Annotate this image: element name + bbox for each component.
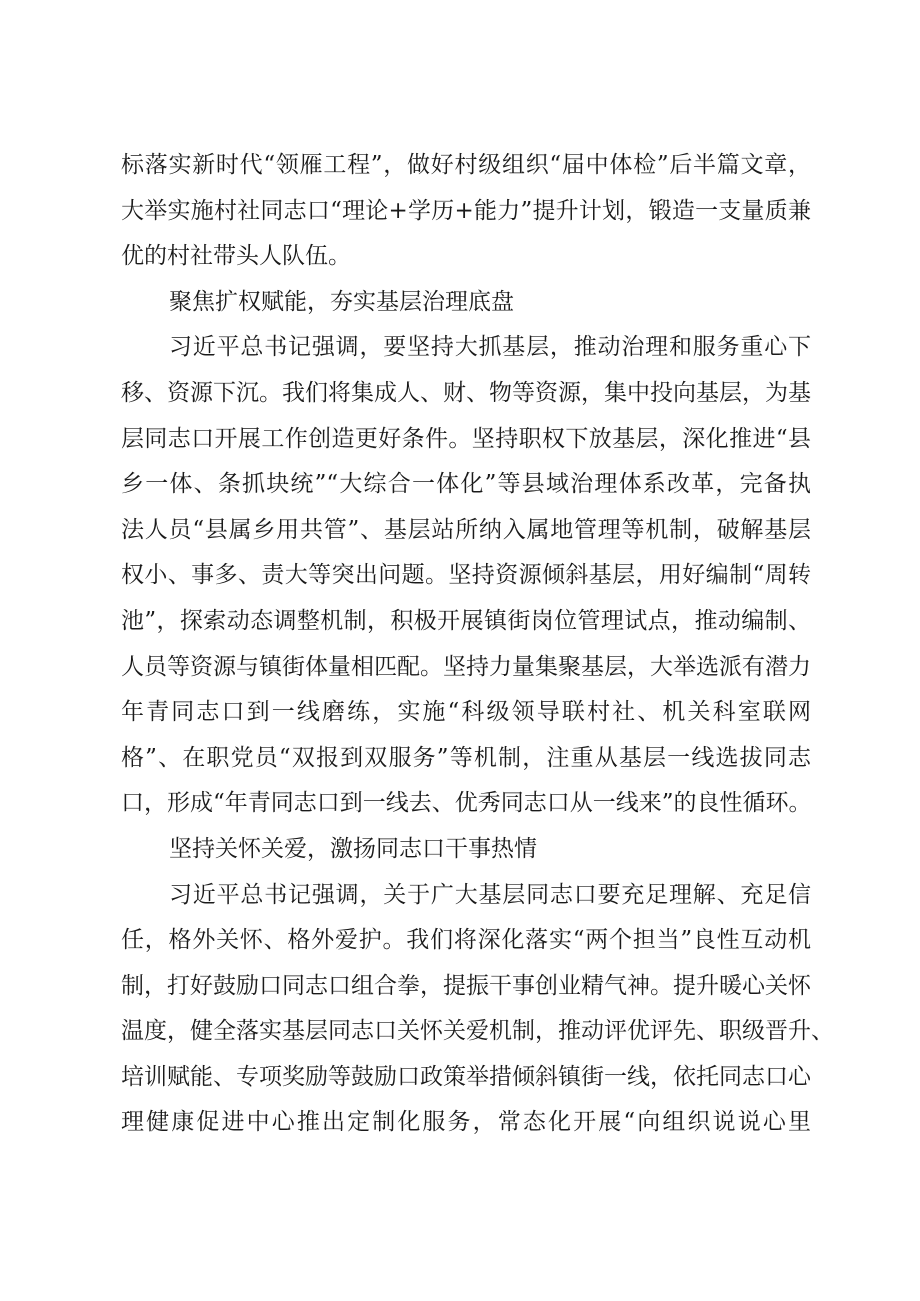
text-line: 人员等资源与镇街体量相匹配。坚持力量集聚基层，大举选派有潜力 [121, 653, 811, 680]
text-line: 标落实新时代“领雁工程”，做好村级组织“届中体检”后半篇文章， [121, 152, 811, 178]
section-heading: 坚持关怀关爱，激扬同志口干事热情 [169, 835, 537, 862]
text-line: 任，格外关怀、格外爱护。我们将深化落实“两个担当”良性互动机 [121, 927, 811, 954]
text-line: 层同志口开展工作创造更好条件。坚持职权下放基层，深化推进“县 [121, 425, 811, 452]
text-line: 习近平总书记强调，关于广大基层同志口要充足理解、充足信 [169, 881, 811, 908]
text-line: 年青同志口到一线磨练，实施“科级领导联村社、机关科室联网 [121, 699, 811, 726]
text-line: 移、资源下沉。我们将集成人、财、物等资源，集中投向基层，为基 [121, 379, 811, 406]
text-line: 权小、事多、责大等突出问题。坚持资源倾斜基层，用好编制“周转 [121, 562, 811, 589]
text-line: 池”，探索动态调整机制，积极开展镇街岗位管理试点，推动编制、 [121, 607, 811, 634]
text-line: 温度，健全落实基层同志口关怀关爱机制，推动评优评先、职级晋升、 [121, 1018, 834, 1045]
text-line: 理健康促进中心推出定制化服务，常态化开展“向组织说说心里 [121, 1109, 811, 1136]
text-line: 大举实施村社同志口“理论+学历+能力”提升计划，锻造一支量质兼 [121, 197, 811, 224]
section-heading: 聚焦扩权赋能，夯实基层治理底盘 [169, 288, 514, 315]
text-line: 培训赋能、专项奖励等鼓励口政策举措倾斜镇街一线，依托同志口心 [121, 1063, 811, 1090]
text-line: 习近平总书记强调，要坚持大抓基层，推动治理和服务重心下 [169, 334, 811, 361]
text-line: 格”、在职党员“双报到双服务”等机制，注重从基层一线选拔同志 [121, 744, 811, 771]
text-line: 口，形成“年青同志口到一线去、优秀同志口从一线来”的良性循环。 [121, 790, 812, 817]
text-line: 乡一体、条抓块统”“大综合一体化”等县域治理体系改革，完备执 [121, 471, 811, 498]
text-line: 制，打好鼓励口同志口组合拳，提振干事创业精气神。提升暖心关怀 [121, 972, 811, 999]
document-body [121, 143, 834, 1146]
text-line: 优的村社带头人队伍。 [121, 243, 351, 270]
text-line: 法人员“县属乡用共管”、基层站所纳入属地管理等机制，破解基层 [121, 516, 811, 543]
